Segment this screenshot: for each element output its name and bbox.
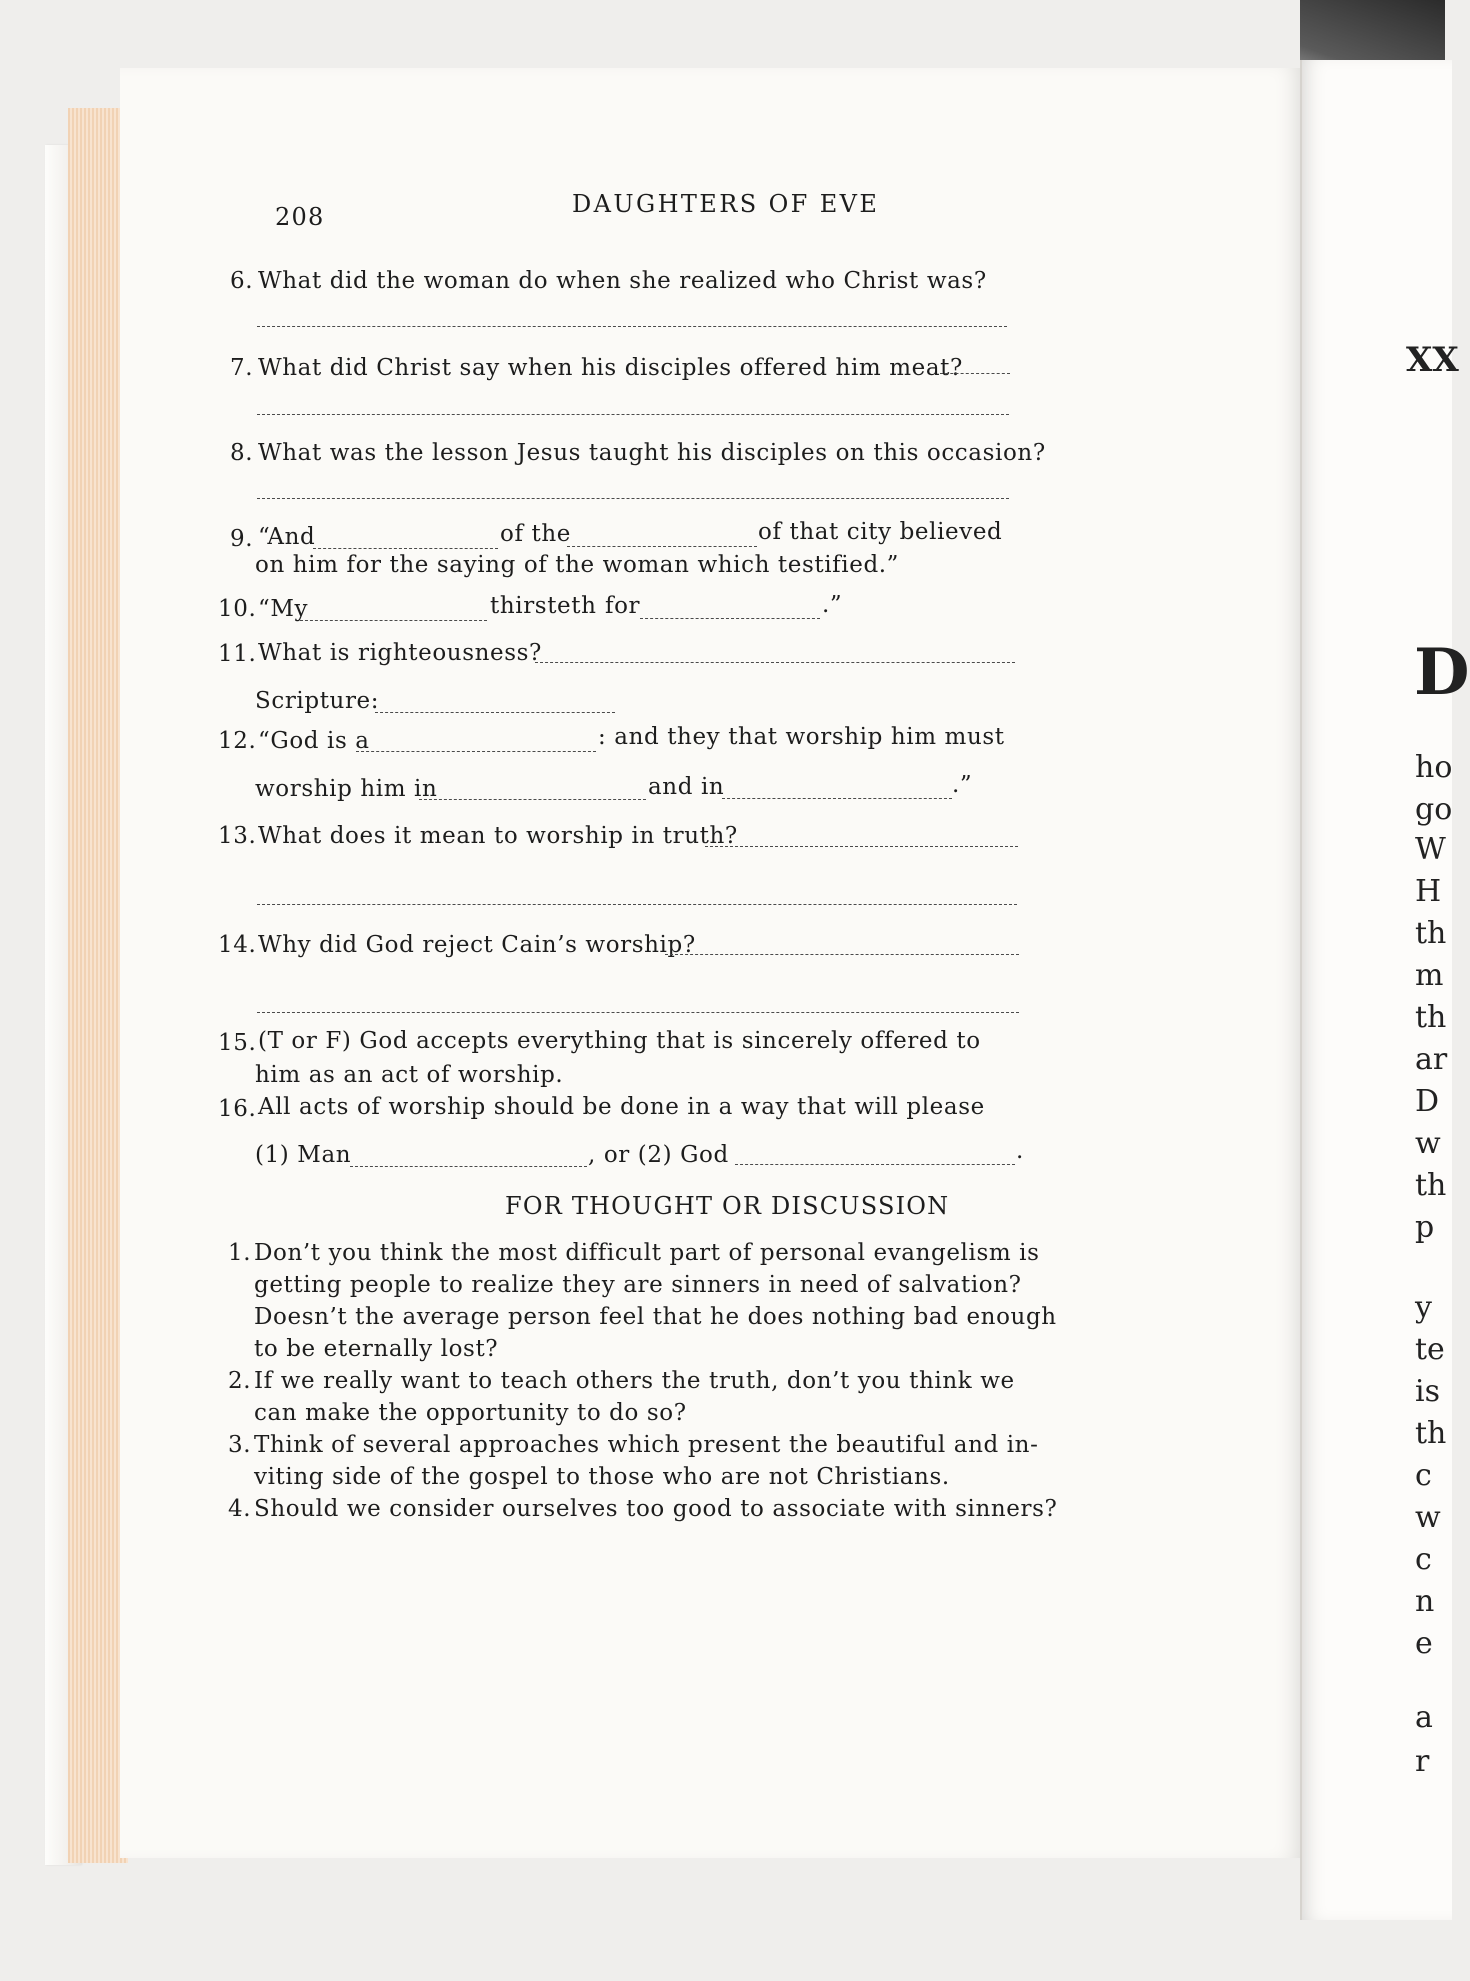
q13-blank-b[interactable] [257,904,1017,905]
q7-answer-line-b[interactable] [257,414,1009,415]
q12-text-a: “God is a [258,728,370,754]
right-fragment-15: y [1415,1290,1432,1325]
q16-text-c: , or (2) God [588,1142,729,1168]
discussion-1-line-1: Don’t you think the most difficult part of personal evangelism is [254,1240,1040,1266]
q11-blank[interactable] [535,662,1015,663]
right-fragment-12: w [1415,1126,1441,1161]
right-fragment-5: W [1415,832,1446,867]
q14-blank-a[interactable] [665,954,1019,955]
q15-text-a: (T or F) God accepts everything that is sincerely offered to [258,1028,981,1054]
q11-scripture-blank[interactable] [375,712,615,713]
q8-answer-line[interactable] [257,498,1009,499]
discussion-1-number: 1. [228,1240,252,1266]
discussion-3-line-2: viting side of the gospel to those who are not Christians. [254,1464,950,1490]
right-fragment-3: ho [1415,750,1453,785]
right-fragment-17: is [1415,1374,1440,1409]
right-fragment-22: n [1415,1584,1435,1619]
q14-blank-b[interactable] [257,1012,1019,1013]
q11-scripture-label: Scripture: [255,688,380,714]
q11-text: What is righteousness? [258,640,542,666]
q9-text-d: on him for the saying of the woman which testified.” [255,552,900,578]
discussion-3-number: 3. [228,1432,252,1458]
q16-text-b: (1) Man [255,1142,352,1168]
right-fragment-1: XX [1406,340,1459,380]
q9-text-a: “And [258,524,316,550]
right-fragment-25: r [1415,1744,1430,1779]
q10-text-c: for [605,593,641,619]
q7-text: What did Christ say when his disciples offered him meat? [258,355,963,381]
q15-number: 15. [218,1030,257,1056]
q10-text-b: thirsteth [490,593,597,619]
q10-blank-1[interactable] [300,620,487,621]
right-fragment-7: th [1415,916,1447,951]
discussion-1-line-2: getting people to realize they are sinners in need of salvation? [254,1272,1022,1298]
q10-text-a: “My [258,596,309,622]
q12-blank-2[interactable] [419,799,646,800]
discussion-heading: FOR THOUGHT OR DISCUSSION [505,1192,950,1220]
page-number: 208 [275,203,325,231]
right-fragment-14: p [1415,1210,1435,1245]
q16-text-d: . [1016,1138,1024,1164]
right-fragment-21: c [1415,1542,1432,1577]
q16-blank-2[interactable] [735,1164,1015,1165]
q14-text: Why did God reject Cain’s worship? [258,932,696,958]
q10-text-d: .” [822,592,843,618]
right-fragment-13: th [1415,1168,1447,1203]
q8-number: 8. [230,440,254,466]
q6-answer-line[interactable] [257,326,1007,327]
q8-text: What was the lesson Jesus taught his disciples on this occasion? [258,440,1046,466]
q9-text-c: of that city believed [758,519,1003,545]
right-fragment-11: D [1415,1084,1440,1119]
right-fragment-8: m [1415,958,1444,993]
discussion-2-line-1: If we really want to teach others the truth, don’t you think we [254,1368,1015,1394]
right-fragment-23: e [1415,1626,1433,1661]
right-fragment-4: go [1415,792,1453,827]
right-fragment-19: c [1415,1458,1432,1493]
discussion-3-line-1: Think of several approaches which present the beautiful and in- [254,1432,1039,1458]
q13-number: 13. [218,823,257,849]
q15-text-b: him as an act of worship. [255,1062,564,1088]
q9-blank-1[interactable] [313,548,498,549]
q6-number: 6. [230,268,254,294]
right-fragment-24: a [1415,1700,1433,1735]
right-fragment-10: ar [1415,1042,1448,1077]
right-fragment-18: th [1415,1416,1447,1451]
q9-text-b: of the [500,521,571,547]
right-fragment-2: D [1414,635,1470,710]
q16-text-a: All acts of worship should be done in a way that will please [258,1094,985,1120]
right-fragment-9: th [1415,1000,1447,1035]
discussion-2-line-2: can make the opportunity to do so? [254,1400,687,1426]
q12-text-c: worship him in [255,776,438,802]
discussion-2-number: 2. [228,1368,252,1394]
discussion-4-line-1: Should we consider ourselves too good to associate with sinners? [254,1496,1058,1522]
discussion-1-line-4: to be eternally lost? [254,1336,499,1362]
q14-number: 14. [218,932,257,958]
q7-number: 7. [230,355,254,381]
q7-answer-line-a[interactable] [940,373,1010,374]
q10-blank-2[interactable] [640,618,820,619]
left-page [120,68,1302,1858]
q11-number: 11. [218,641,257,667]
q12-text-b: : and they that worship him must [598,724,1005,750]
q16-number: 16. [218,1096,257,1122]
q10-number: 10. [218,596,257,622]
right-page-edge [1300,60,1470,1920]
q9-blank-2[interactable] [567,546,757,547]
right-fragment-20: w [1415,1500,1441,1535]
running-head: DAUGHTERS OF EVE [572,190,880,218]
discussion-1-line-3: Doesn’t the average person feel that he does nothing bad enough [254,1304,1057,1330]
q9-number: 9. [230,526,254,552]
q13-text: What does it mean to worship in truth? [258,823,738,849]
q12-text-d: and in [648,774,725,800]
q12-blank-1[interactable] [356,751,596,752]
discussion-4-number: 4. [228,1496,252,1522]
q12-number: 12. [218,728,257,754]
q13-blank-a[interactable] [705,846,1018,847]
right-fragment-16: te [1415,1332,1445,1367]
q12-blank-3[interactable] [722,798,952,799]
q6-text: What did the woman do when she realized who Christ was? [258,268,987,294]
q12-text-e: .” [952,772,973,798]
page-edges [68,108,128,1863]
right-fragment-6: H [1415,874,1442,909]
q16-blank-1[interactable] [350,1166,587,1167]
